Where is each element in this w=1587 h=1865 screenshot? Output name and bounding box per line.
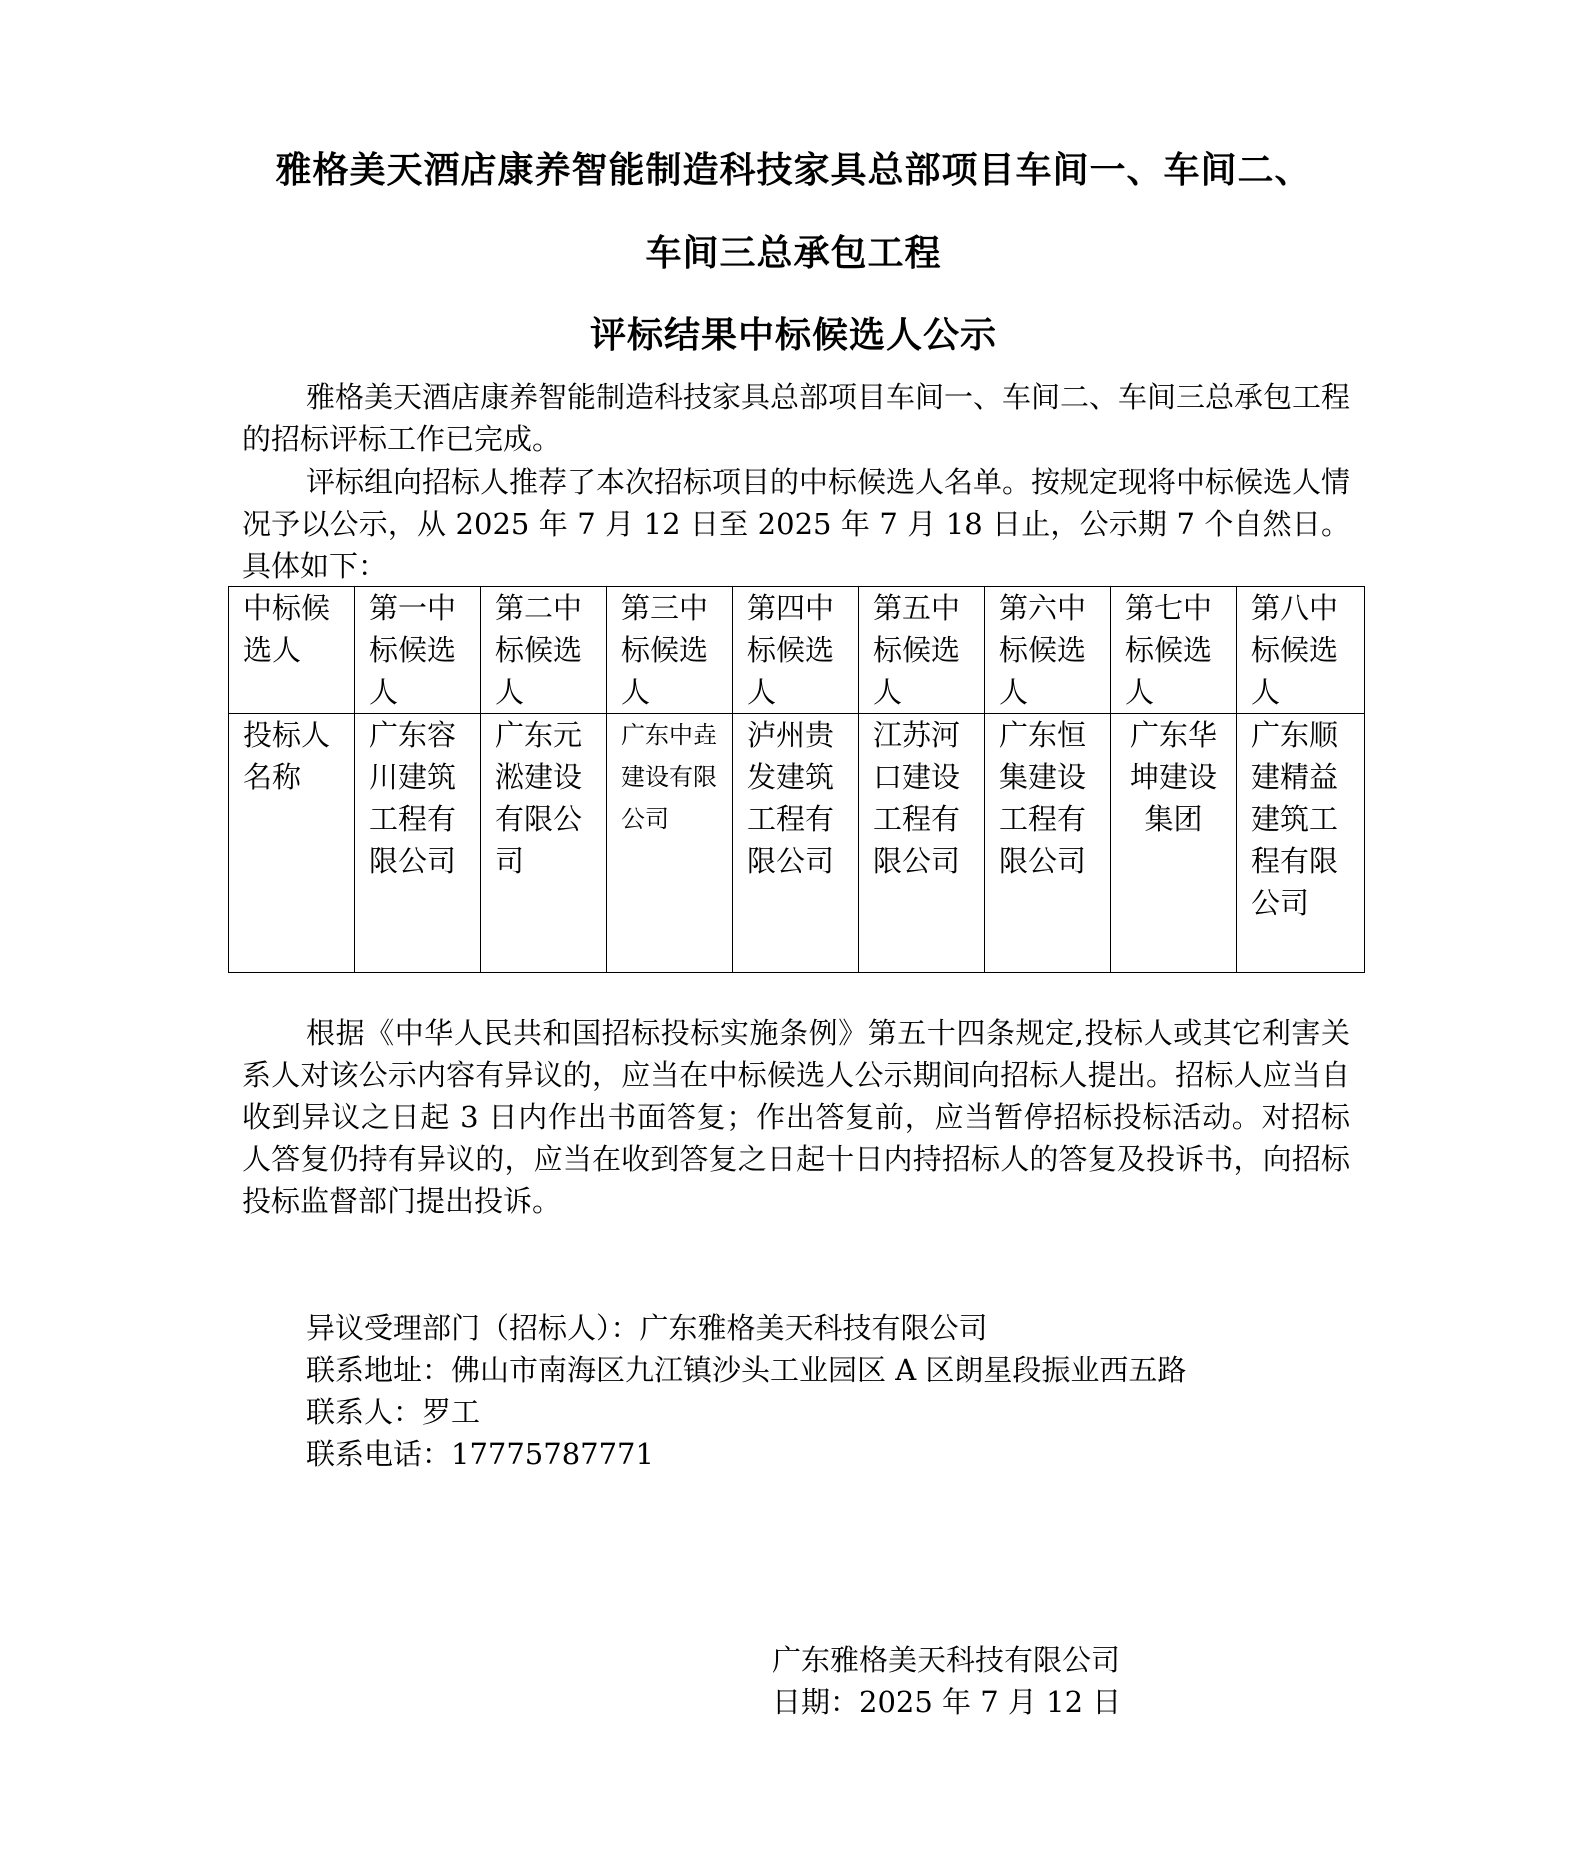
table-cell: 广东中垚建设有限公司 <box>607 714 733 973</box>
table-cell: 广东恒集建设工程有限公司 <box>985 714 1111 973</box>
table-header-cell: 中标候选人 <box>229 587 355 714</box>
signature-date: 日期：2025 年 7 月 12 日 <box>772 1685 1122 1719</box>
table-cell: 广东顺建精益建筑工程有限公司 <box>1237 714 1365 973</box>
table-header-cell: 第六中标候选人 <box>985 587 1111 714</box>
table-header-cell: 第五中标候选人 <box>859 587 985 714</box>
table-header-cell: 第四中标候选人 <box>733 587 859 714</box>
table-row <box>229 714 1365 973</box>
objection-paragraph: 根据《中华人民共和国招标投标实施条例》第五十四条规定,投标人或其它利害关系人对该公示内容有异议的，应当在中标候选人公示期间向招标人提出。招标人应当自收到异议之日起 3 日内作出书面答复；作出答复前，应当暂停招标投标活动。对招标人答复仍持有异议的，应当在收到答复之日起十日内持招标人的答复及投诉书，向招标投标监督部门提出投诉。 <box>242 1016 1350 1218</box>
table-cell: 江苏河口建设工程有限公司 <box>859 714 985 973</box>
table-header-row <box>229 587 1365 714</box>
table-header-cell: 第七中标候选人 <box>1111 587 1237 714</box>
intro-paragraph-1: 雅格美天酒店康养智能制造科技家具总部项目车间一、车间二、车间三总承包工程的招标评标工作已完成。 <box>242 380 1351 456</box>
document-subtitle: 评标结果中标候选人公示 <box>589 314 997 356</box>
candidate-table <box>228 586 1365 973</box>
table-cell: 泸州贵发建筑工程有限公司 <box>733 714 859 973</box>
contact-phone: 联系电话：17775787771 <box>306 1437 654 1471</box>
table-header-cell: 第三中标候选人 <box>607 587 733 714</box>
table-cell: 广东华坤建设集团 <box>1111 714 1237 973</box>
document-title-line-2: 车间三总承包工程 <box>645 232 942 274</box>
table-header-cell: 第一中标候选人 <box>355 587 481 714</box>
contact-person: 联系人：罗工 <box>306 1395 481 1429</box>
table-header-cell: 第二中标候选人 <box>481 587 607 714</box>
contact-address: 联系地址：佛山市南海区九江镇沙头工业园区 A 区朗星段振业西五路 <box>306 1353 1187 1387</box>
table-header-cell: 第八中标候选人 <box>1237 587 1365 714</box>
document-title-line-1: 雅格美天酒店康养智能制造科技家具总部项目车间一、车间二、 <box>275 149 1312 191</box>
table-cell: 广东元淞建设有限公司 <box>481 714 607 973</box>
table-cell: 广东容川建筑工程有限公司 <box>355 714 481 973</box>
contact-department: 异议受理部门（招标人）：广东雅格美天科技有限公司 <box>306 1311 988 1345</box>
signature-company: 广东雅格美天科技有限公司 <box>772 1643 1121 1677</box>
intro-paragraph-2: 评标组向招标人推荐了本次招标项目的中标候选人名单。按规定现将中标候选人情况予以公示，从 2025 年 7 月 12 日至 2025 年 7 月 18 日止，公示期 7 个自然日。具体如下： <box>242 465 1351 583</box>
table-cell: 投标人名称 <box>229 714 355 973</box>
